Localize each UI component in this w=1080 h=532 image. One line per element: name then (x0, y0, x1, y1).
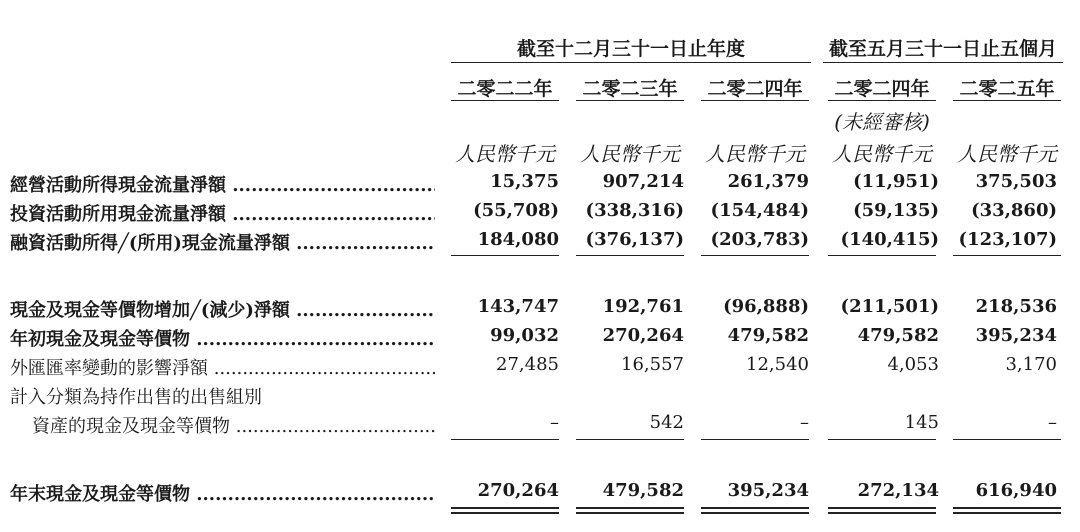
column-header-2024: 二零二四年 (707, 78, 803, 100)
table-cell: 270,264 (602, 325, 684, 346)
subtotal-rule (828, 255, 936, 256)
table-cell: 192,761 (602, 296, 684, 317)
total-double-rule (701, 507, 809, 514)
table-cell: (123,107) (958, 229, 1057, 250)
subtotal-rule (953, 255, 1061, 256)
column-header-2025-five-months: 二零二五年 (959, 78, 1055, 100)
table-cell: 479,582 (727, 325, 809, 346)
table-cell: 218,536 (975, 296, 1057, 317)
header-group-rule (451, 62, 811, 63)
unaudited-note: (未經審核) (834, 110, 930, 134)
row-label-held-for-sale-line1: 計入分類為持作出售的出售組別 (10, 387, 262, 408)
unit-label: 人民幣千元 (832, 142, 932, 166)
table-cell: 395,234 (727, 480, 809, 501)
row-label-operating-cash-flow: 經營活動所得現金流量淨額 ..... (10, 171, 435, 197)
table-cell: (59,135) (853, 200, 939, 221)
column-rule (828, 100, 936, 101)
unit-label: 人民幣千元 (455, 142, 555, 166)
column-rule (576, 100, 684, 101)
table-cell: (140,415) (840, 229, 939, 250)
subtotal-rule (451, 255, 559, 256)
table-cell: 542 (649, 412, 684, 433)
subtotal-rule (701, 255, 809, 256)
row-label-investing-cash-flow: 投資活動所用現金流量淨額 ..... (10, 200, 435, 226)
subtotal-rule (576, 255, 684, 256)
table-cell: 479,582 (602, 480, 684, 501)
table-cell: 907,214 (602, 171, 684, 192)
table-cell: 184,080 (477, 229, 559, 250)
unit-label: 人民幣千元 (580, 142, 680, 166)
subtotal-rule (828, 439, 936, 440)
table-cell: (203,783) (710, 229, 809, 250)
header-group-year: 截至十二月三十一日止年度 (516, 38, 745, 60)
table-cell: – (1048, 412, 1057, 433)
header-group-rule (823, 62, 1063, 63)
table-cell: 375,503 (975, 171, 1057, 192)
subtotal-rule (576, 439, 684, 440)
table-cell: 479,582 (857, 325, 939, 346)
table-cell: (96,888) (723, 296, 809, 317)
column-header-2024-five-months: 二零二四年 (834, 78, 930, 100)
table-cell: 272,134 (857, 480, 939, 501)
table-cell: – (550, 412, 559, 433)
row-label-net-change: 現金及現金等價物增加╱(減少)淨額 ..... (10, 296, 435, 322)
table-cell: – (800, 412, 809, 433)
table-cell: (338,316) (585, 200, 684, 221)
table-cell: 143,747 (477, 296, 559, 317)
unit-label: 人民幣千元 (705, 142, 805, 166)
subtotal-rule (451, 439, 559, 440)
table-cell: (211,501) (840, 296, 939, 317)
table-cell: (11,951) (853, 171, 939, 192)
header-group-period: 截至五月三十一日止五個月 (828, 38, 1057, 60)
column-rule (701, 100, 809, 101)
unit-label: 人民幣千元 (957, 142, 1057, 166)
row-label-closing-cash: 年末現金及現金等價物 ..... (10, 480, 435, 506)
table-cell: 3,170 (1005, 354, 1057, 375)
table-cell: (55,708) (473, 200, 559, 221)
table-cell: 99,032 (490, 325, 559, 346)
table-cell: (376,137) (585, 229, 684, 250)
column-rule (451, 100, 559, 101)
row-label-opening-cash: 年初現金及現金等價物 ..... (10, 325, 435, 351)
table-cell: 12,540 (746, 354, 809, 375)
table-cell: 145 (904, 412, 939, 433)
row-label-fx-effect: 外匯匯率變動的影響淨額 ..... (10, 354, 435, 380)
column-rule (953, 100, 1061, 101)
table-cell: 4,053 (887, 354, 939, 375)
column-header-2022: 二零二二年 (457, 78, 553, 100)
total-double-rule (576, 507, 684, 514)
table-cell: 616,940 (975, 480, 1057, 501)
table-cell: 270,264 (477, 480, 559, 501)
table-cell: 261,379 (727, 171, 809, 192)
table-cell: (154,484) (710, 200, 809, 221)
table-cell: 27,485 (496, 354, 559, 375)
column-header-2023: 二零二三年 (582, 78, 678, 100)
total-double-rule (953, 507, 1061, 514)
table-cell: 16,557 (621, 354, 684, 375)
total-double-rule (828, 507, 936, 514)
table-cell: 395,234 (975, 325, 1057, 346)
row-label-financing-cash-flow: 融資活動所得╱(所用)現金流量淨額 ..... (10, 229, 435, 255)
table-cell: (33,860) (971, 200, 1057, 221)
table-cell: 15,375 (490, 171, 559, 192)
subtotal-rule (701, 439, 809, 440)
total-double-rule (451, 507, 559, 514)
subtotal-rule (953, 439, 1061, 440)
row-label-held-for-sale-line2: 資產的現金及現金等價物 ..... (32, 412, 435, 438)
